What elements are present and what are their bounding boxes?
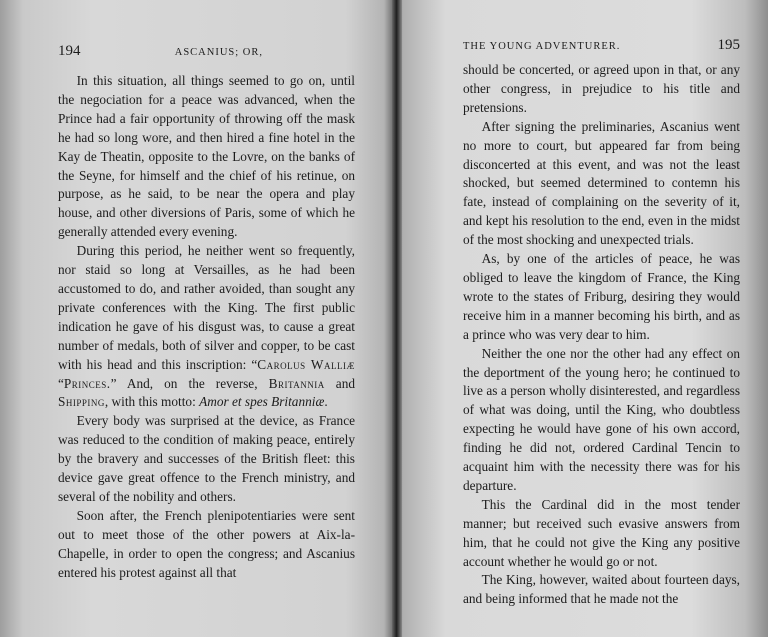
motto-intro: , with this motto: [104,394,200,410]
left-running-title: ASCANIUS; OR, [174,47,263,58]
paragraph-medals-text: During this period, he neither went so frequently, nor staid so long at Versailles, as he had been accustomed to do, and rather avoided, than sought any private conferences with the King. The first public indication he gave of his disgust was, to cause a great number of medals, both of silver and copper, to be cast with his head and this inscription: “ [58,243,355,372]
paragraph: As, by one of the articles of peace, he was obliged to leave the kingdom of France, the King wrote to the states of Friburg, desiring they would receive him in a manner becoming his birth, and as a prince who was very dear to him. [463,251,740,342]
reverse-word-2: Shipping [58,394,105,410]
inscription-line-1: Carolus Walliæ [257,356,355,372]
left-page-text [58,72,355,582]
paragraph: Neither the one nor the other had any effect on the deportment of the young hero; he continued to live as a person wholly disinterested, and regardless of what was doing, until the King, who doubtless expecting he would have gone of his own accord, finding he did not, ordered Cardinal Tencin to acquaint him with the necessity there was for his departure. [463,345,740,493]
paragraph: Soon after, the French plenipotentiaries were sent out to meet those of the other powers at Aix-la-Chapelle, in order to open the congress; and Ascanius entered his protest against all that [58,507,355,580]
right-running-title: THE YOUNG ADVENTURER. [463,41,621,52]
reverse-word-1: Britannia [268,375,325,391]
right-page [393,0,768,637]
motto: Amor et spes Britanniæ [199,394,325,410]
inscription-line-2: Princes. [63,375,111,391]
inscription-quote: “ [58,375,64,391]
paragraph: After signing the preliminaries, Ascanius went no more to court, but appeared far from being disconcerted at this event, and was not the least shocked, but seemed determined to contemn his fate, instead of complaining on the severity of it, and kept his resolution to the end, even in the midst of the most shocking and unexpected trials. [463,118,740,248]
left-page-number: 194 [58,43,81,59]
reverse-and: and [324,375,355,391]
paragraph: This the Cardinal did in the most tender manner; but received such evasive answers from him, that he could not give the King any positive account whether he would go or not. [463,496,740,569]
paragraph: Every body was surprised at the device, as France was reduced to the condition of making peace, entirely by the bravery and successes of the British fleet: this device gave great offence to the French ministry, and several of the nobility and others. [58,413,355,504]
motto-end: . [324,394,328,410]
reverse-intro: ” And, on the reverse, [110,375,269,391]
paragraph-medals [58,242,355,412]
left-running-head [58,43,355,63]
right-running-head [463,37,740,57]
book-gutter [392,0,402,637]
paragraph: The King, however, waited about fourteen days, and being informed that he made not the [463,572,740,607]
right-page-text [463,61,740,609]
right-page-number: 195 [717,37,740,53]
paragraph: should be concerted, or agreed upon in that, or any other congress, in prejudice to his title and pretensions. [463,62,740,115]
paragraph: In this situation, all things seemed to go on, until the negociation for a peace was advanced, when the Prince had a fair opportunity of throwing off the mask he had so long wore, and then hired a fine hotel in the Kay de Theatin, opposite to the Lovre, on the banks of the Seyne, for himself and the chief of his retinue, on purpose, as he said, to be near the opera and play house, and other diversions of Paris, some of which he generally attended every evening. [58,73,355,240]
